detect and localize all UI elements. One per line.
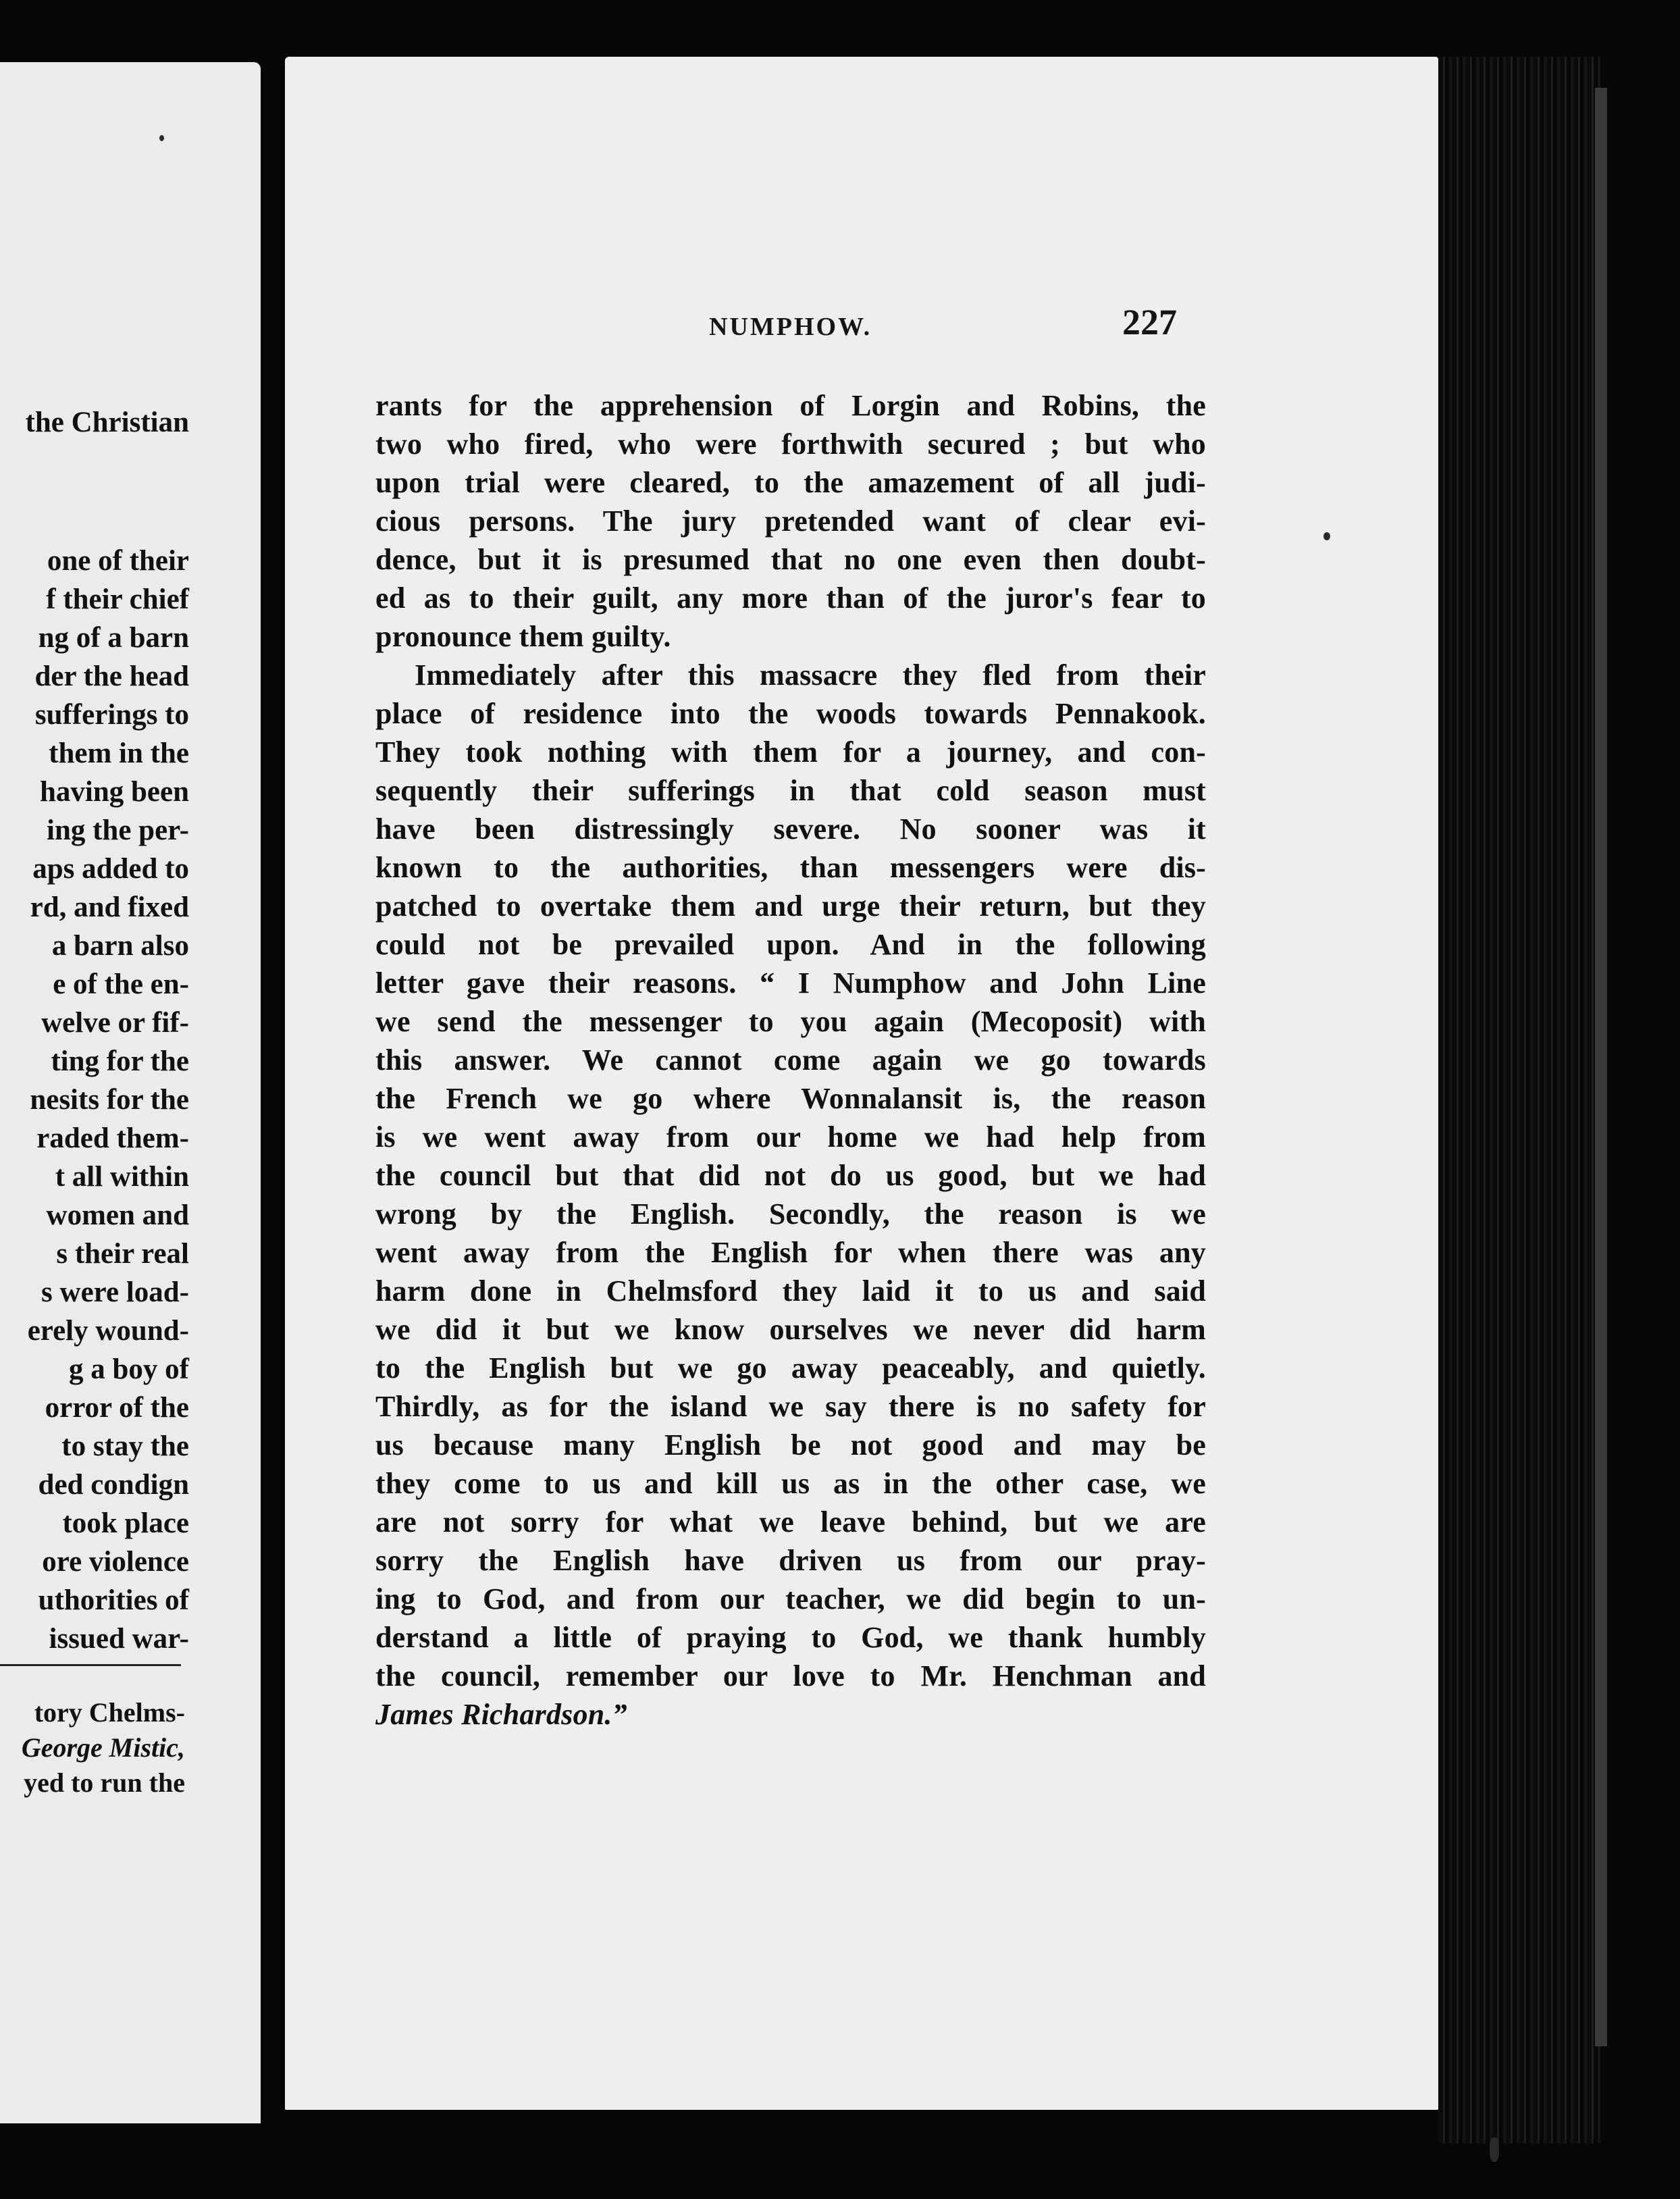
left-page-line: took place (62, 1507, 189, 1539)
left-page-line: ting for the (51, 1045, 189, 1077)
text-line: is we went away from our home we had help from (375, 1120, 1206, 1154)
text-line: could not be prevailed upon. And in the following (375, 928, 1206, 961)
left-page-line: rd, and fixed (30, 891, 189, 923)
footnote-rule (0, 1664, 181, 1666)
left-page-line: one of their (47, 545, 189, 577)
text-line: Thirdly, as for the island we say there is no safety for (375, 1390, 1206, 1423)
text-line: us because many English be not good and may be (375, 1428, 1206, 1461)
text-line: we send the messenger to you again (Mecoposit) with (375, 1005, 1206, 1038)
text-line: harm done in Chelmsford they laid it to us and said (375, 1274, 1206, 1308)
text-line: this answer. We cannot come again we go towards (375, 1043, 1206, 1077)
text-line: James Richardson.” (375, 1698, 627, 1731)
text-line: to the English but we go away peaceably, and quietly. (375, 1351, 1206, 1385)
text-line: letter gave their reasons. “ I Numphow and John Line (375, 966, 1206, 1000)
text-line: place of residence into the woods towards Pennakook. (375, 697, 1206, 730)
body-text (375, 386, 1206, 1734)
left-page-line: the Christian (25, 407, 189, 438)
text-line: patched to overtake them and urge their return, but they (375, 889, 1206, 923)
left-page-line: t all within (55, 1161, 189, 1193)
left-page-footnote-line: tory Chelms- (34, 1697, 185, 1728)
text-line: we did it but we know ourselves we never did harm (375, 1313, 1206, 1346)
page-edges (1438, 57, 1600, 2144)
page-edge-highlight (1595, 88, 1607, 2046)
left-page-line: sufferings to (34, 699, 189, 731)
left-page-line: a barn also (51, 930, 189, 962)
text-line: sorry the English have driven us from our pray- (375, 1544, 1206, 1577)
ink-speck (1490, 2138, 1499, 2162)
ink-speck (1323, 532, 1330, 540)
left-page-line: uthorities of (38, 1584, 189, 1616)
text-line: pronounce them guilty. (375, 620, 671, 653)
text-line: derstand a little of praying to God, we thank humbly (375, 1621, 1206, 1654)
text-line: Immediately after this massacre they fled from their (415, 658, 1206, 692)
text-line: have been distressingly severe. No sooner was it (375, 812, 1206, 846)
left-page-line: ng of a barn (38, 622, 189, 654)
text-line: known to the authorities, than messengers were dis- (375, 851, 1206, 884)
text-line: They took nothing with them for a journey, and con- (375, 735, 1206, 769)
text-line: two who fired, who were forthwith secured ; but who (375, 428, 1206, 461)
text-line: ed as to their guilt, any more than of the juror's fear to (375, 581, 1206, 615)
text-line: sequently their sufferings in that cold season must (375, 774, 1206, 807)
left-page-line: them in the (49, 738, 189, 769)
running-head: NUMPHOW. (709, 313, 872, 341)
left-page-footnote-line: yed to run the (24, 1767, 185, 1798)
left-page-line: g a boy of (69, 1353, 189, 1385)
text-line: dence, but it is presumed that no one even then doubt- (375, 543, 1206, 576)
ink-speck (159, 135, 164, 141)
text-line: upon trial were cleared, to the amazement of all judi- (375, 466, 1206, 499)
left-page-line: issued war- (49, 1623, 189, 1655)
left-page-line: women and (46, 1199, 189, 1231)
left-page-line: s were load- (41, 1276, 189, 1308)
left-page-line: aps added to (32, 853, 189, 885)
text-line: are not sorry for what we leave behind, but we are (375, 1505, 1206, 1538)
left-page-line: nesits for the (30, 1084, 189, 1116)
left-page-line: having been (39, 776, 189, 808)
text-line: the council but that did not do us good, but we had (375, 1159, 1206, 1192)
text-line: the council, remember our love to Mr. Henchman and (375, 1659, 1206, 1692)
left-page-footnote-line: George Mistic, (21, 1732, 185, 1763)
text-line: the French we go where Wonnalansit is, the reason (375, 1082, 1206, 1115)
text-line: went away from the English for when there was any (375, 1236, 1206, 1269)
left-page-line: der the head (34, 661, 189, 692)
text-line: rants for the apprehension of Lorgin and Robins, the (375, 389, 1206, 422)
left-page-line: to stay the (61, 1430, 189, 1462)
left-page-line: ing the per- (47, 814, 189, 846)
left-page-line: s their real (56, 1238, 189, 1270)
text-line: wrong by the English. Secondly, the reason is we (375, 1197, 1206, 1231)
text-line: they come to us and kill us as in the other case, we (375, 1467, 1206, 1500)
left-page-line: erely wound- (27, 1315, 189, 1347)
left-page-line: welve or fif- (41, 1007, 189, 1039)
text-line: cious persons. The jury pretended want of clear evi- (375, 505, 1206, 538)
left-facing-page (0, 62, 261, 2123)
left-page-line: f their chief (46, 584, 189, 615)
page-number: 227 (1122, 302, 1177, 342)
left-page-line: e of the en- (53, 968, 189, 1000)
left-page-line: raded them- (36, 1122, 189, 1154)
text-line: ing to God, and from our teacher, we did begin to un- (375, 1582, 1206, 1615)
left-page-line: orror of the (45, 1392, 189, 1424)
left-page-line: ded condign (38, 1469, 189, 1501)
left-page-line: ore violence (42, 1546, 189, 1578)
